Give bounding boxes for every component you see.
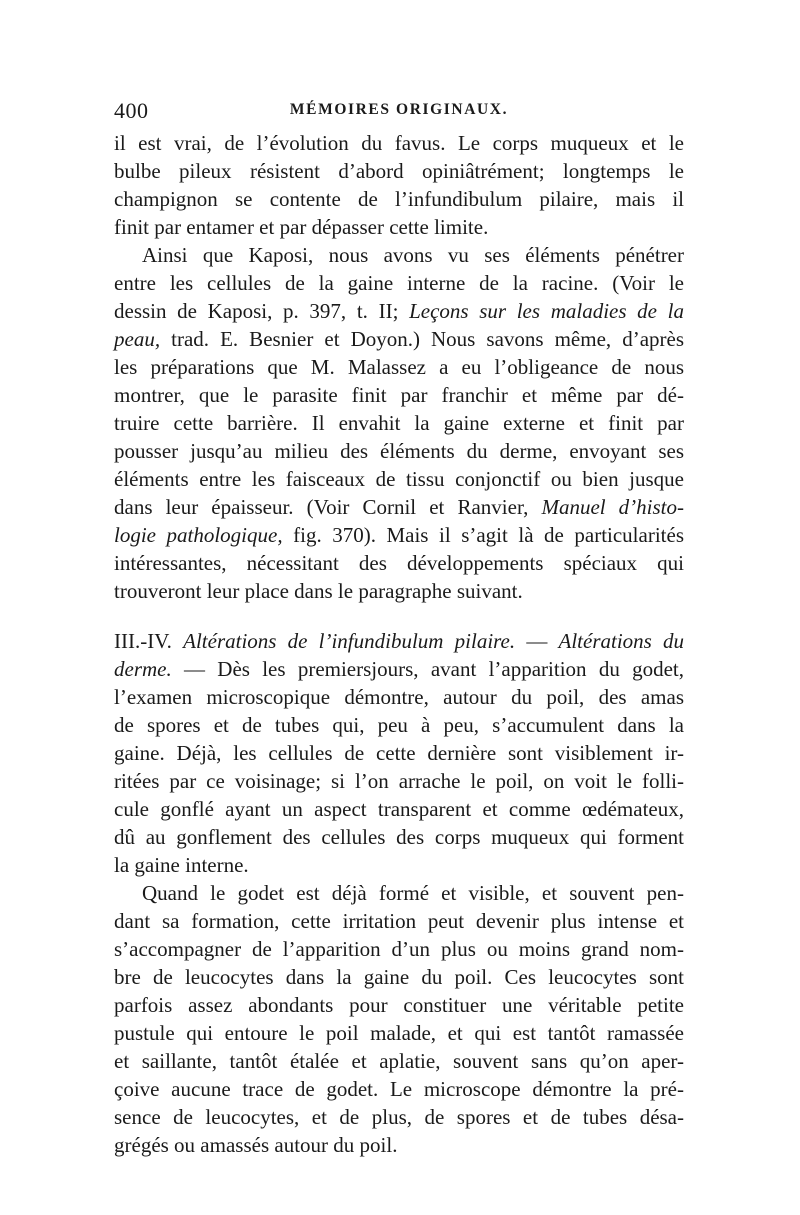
text-line: s’accompagner de l’apparition d’un plus ou moins grand nom- [114, 937, 684, 961]
text-line: truire cette barrière. Il envahit la gaine externe et finit par [114, 411, 684, 435]
text-line: et saillante, tantôt étalée et aplatie, souvent sans qu’on aper- [114, 1049, 684, 1073]
italic-title: Leçons sur les maladies de la [409, 299, 684, 323]
text-line: il est vrai, de l’évolution du favus. Le corps muqueux et le [114, 131, 684, 155]
italic-title: peau, [114, 327, 161, 351]
text-line: champignon se contente de l’infundibulum pilaire, mais il [114, 187, 684, 211]
section-heading: Altérations de l’infundibulum pilaire. [183, 629, 516, 653]
text-line: sence de leucocytes, et de plus, de spores et de tubes désa- [114, 1105, 684, 1129]
text-line: les préparations que M. Malassez a eu l’obligeance de nous [114, 355, 684, 379]
page-header [114, 98, 684, 124]
text-line: la gaine interne. [114, 853, 249, 877]
italic-title: logie pathologique, [114, 523, 283, 547]
text-line: l’examen microscopique démontre, autour du poil, des amas [114, 685, 684, 709]
page-number: 400 [114, 98, 149, 123]
text-line: dant sa formation, cette irritation peut devenir plus intense et [114, 909, 684, 933]
text-line: cule gonflé ayant un aspect transparent et comme œdémateux, [114, 797, 684, 821]
text-line: entre les cellules de la gaine interne de la racine. (Voir le [114, 271, 684, 295]
text-line: çoive aucune trace de godet. Le microscope démontre la pré- [114, 1077, 684, 1101]
text-line: bre de leucocytes dans la gaine du poil. Ces leucocytes sont [114, 965, 684, 989]
text-line: pousser jusqu’au milieu des éléments du derme, envoyant ses [114, 439, 684, 463]
section-heading: derme. [114, 657, 172, 681]
text-line: trouveront leur place dans le paragraphe suivant. [114, 579, 523, 603]
text-line: derme. — Dès les premiersjours, avant l’apparition du godet, [114, 657, 684, 681]
text-line: montrer, que le parasite finit par franchir et même par dé- [114, 383, 684, 407]
text-line: logie pathologique, fig. 370). Mais il s’agit là de particularités [114, 523, 684, 547]
section-number: III.-IV. [114, 629, 172, 653]
text-line: Ainsi que Kaposi, nous avons vu ses éléments pénétrer [142, 243, 684, 267]
running-title: MÉMOIRES ORIGINAUX. [289, 101, 509, 118]
text-line: dû au gonflement des cellules des corps muqueux qui forment [114, 825, 684, 849]
italic-title: Manuel d’histo- [541, 495, 685, 519]
text-line: grégés ou amassés autour du poil. [114, 1133, 398, 1157]
text-line: Quand le godet est déjà formé et visible, et souvent pen- [142, 881, 684, 905]
text-line: parfois assez abondants pour constituer une véritable petite [114, 993, 684, 1017]
text-line: éléments entre les faisceaux de tissu conjonctif ou bien jusque [114, 467, 684, 491]
text-line: gaine. Déjà, les cellules de cette dernière sont visiblement ir- [114, 741, 684, 765]
text-line: pustule qui entoure le poil malade, et qui est tantôt ramassée [114, 1021, 684, 1045]
text-line: dessin de Kaposi, p. 397, t. II; Leçons sur les maladies de la [114, 299, 684, 323]
text-line: peau, trad. E. Besnier et Doyon.) Nous savons même, d’après [114, 327, 684, 351]
text-line: III.-IV. Altérations de l’infundibulum pilaire. — Altérations du [114, 629, 685, 653]
text-line: de spores et de tubes qui, peu à peu, s’accumulent dans la [114, 713, 684, 737]
section-heading: Altérations du [558, 629, 685, 653]
text-line: bulbe pileux résistent d’abord opiniâtrément; longtemps le [114, 159, 684, 183]
text-line: intéressantes, nécessitant des développements spéciaux qui [114, 551, 684, 575]
text-line: dans leur épaisseur. (Voir Cornil et Ranvier, Manuel d’histo- [114, 495, 685, 519]
text-line: ritées par ce voisinage; si l’on arrache le poil, on voit le folli- [114, 769, 684, 793]
text-line: finit par entamer et par dépasser cette limite. [114, 215, 489, 239]
